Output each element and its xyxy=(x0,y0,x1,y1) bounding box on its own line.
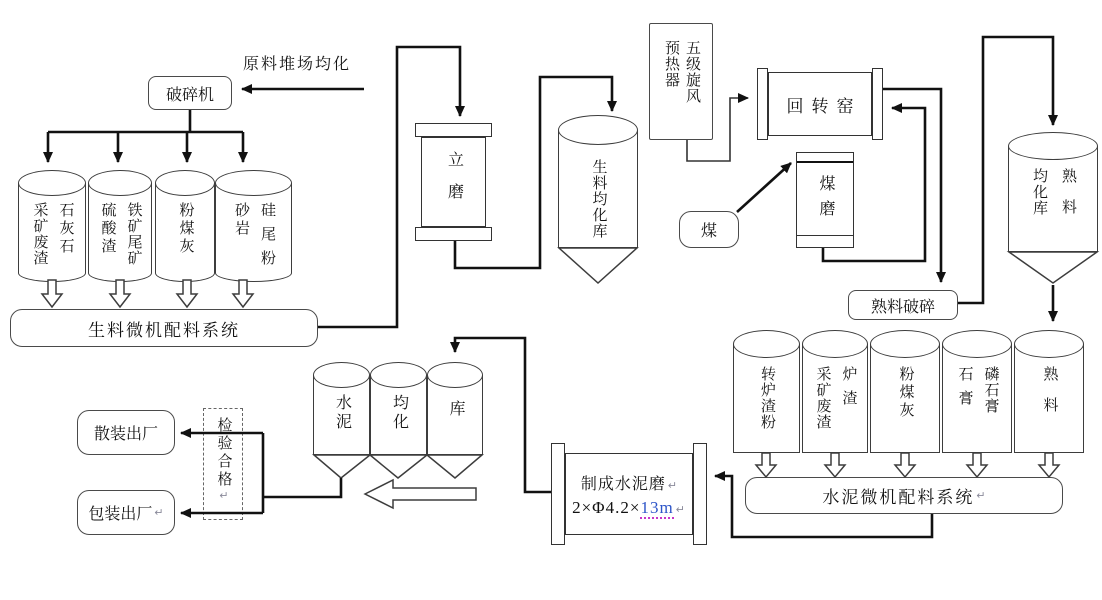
coal-mill-node xyxy=(796,152,854,248)
silo-top xyxy=(88,170,152,196)
silo-label: 采矿废渣 xyxy=(31,202,48,266)
silo-sulfate-slag-iron-tailings xyxy=(88,170,152,282)
coal-label: 煤 xyxy=(700,223,717,240)
silo-label: 粉煤灰 xyxy=(177,202,194,256)
silo-top xyxy=(313,362,370,388)
bulk-shipping-node xyxy=(77,410,175,455)
cement-silo-hopper xyxy=(427,455,482,478)
crusher-label: 破碎机 xyxy=(165,86,214,104)
preheater-label-left: 预热器 xyxy=(663,40,679,88)
hollow-arrow-down xyxy=(825,453,845,477)
silo-top xyxy=(1014,330,1084,358)
silo-label: 磷石膏 xyxy=(982,366,999,414)
silo-limestone-mining-waste xyxy=(18,170,86,282)
raw-batching-system-node xyxy=(10,309,318,347)
silo-label: 石膏 xyxy=(956,366,973,414)
return-mark: ↵ xyxy=(976,490,986,502)
silo-gypsum-phosphogypsum xyxy=(942,330,1012,453)
silo-label: 熟料 xyxy=(1041,366,1058,428)
cement-mill-label: 制成水泥磨 xyxy=(580,475,666,493)
raw-meal-silo-label: 生料均化库 xyxy=(590,159,607,239)
preheater-label-right: 五级旋风 xyxy=(684,40,700,104)
cement-mill-spec-size: 13m xyxy=(640,497,674,517)
inspection-node xyxy=(203,408,243,520)
return-mark: ↵ xyxy=(667,479,678,492)
hollow-arrow-down xyxy=(967,453,987,477)
kiln-flange-right xyxy=(872,68,883,140)
packed-shipping-node xyxy=(77,490,175,535)
clinker-silo-hopper xyxy=(1009,252,1097,283)
kiln-flange-left xyxy=(757,68,768,140)
silo-top xyxy=(18,170,86,196)
cement-silo-label: 均化 xyxy=(390,394,408,432)
inspection-label: 检验合格 xyxy=(215,417,232,489)
cement-silo-3 xyxy=(427,362,483,455)
silo-top xyxy=(427,362,483,388)
return-mark: ↵ xyxy=(219,490,229,502)
silo-label: 铁矿尾矿 xyxy=(125,202,142,266)
silo-top xyxy=(1008,132,1098,160)
silo-sandstone-silica-powder xyxy=(215,170,292,282)
clinker-crusher-node xyxy=(848,290,958,320)
silo-mining-waste-furnace-slag xyxy=(802,330,868,453)
cement-mill-node xyxy=(551,443,707,545)
silo-top xyxy=(942,330,1012,358)
cement-silo-hopper xyxy=(314,455,370,478)
hollow-arrow-down xyxy=(895,453,915,477)
flow-crusher-bus xyxy=(48,110,243,132)
silo-label: 粉煤灰 xyxy=(897,366,914,420)
hollow-arrow-down xyxy=(42,280,62,307)
clinker-silo-label-right: 熟料 xyxy=(1060,168,1076,230)
mill-flange-bottom xyxy=(415,227,492,241)
silo-top xyxy=(558,115,638,145)
coal-node xyxy=(679,211,739,248)
coal-mill-top-band xyxy=(797,152,853,163)
cement-silo-2 xyxy=(370,362,427,455)
silo-label: 采矿废渣 xyxy=(814,366,831,430)
raw-batching-system-label: 生料微机配料系统 xyxy=(88,320,240,340)
vertical-mill-node xyxy=(415,123,492,241)
silo-top xyxy=(870,330,940,358)
silo-top xyxy=(215,170,292,196)
silo-fly-ash-2 xyxy=(870,330,940,453)
raw-meal-silo-node xyxy=(558,115,638,248)
clinker-crusher-label: 熟料破碎 xyxy=(870,298,935,316)
cement-mill-flange-right xyxy=(693,443,707,545)
crusher-node xyxy=(148,76,232,110)
coal-mill-label: 煤磨 xyxy=(817,175,834,225)
flow-coal-to-coal-mill xyxy=(737,163,791,212)
hollow-arrow-down xyxy=(233,280,253,307)
silo-top xyxy=(155,170,215,196)
silo-label: 硅尾粉 xyxy=(259,202,275,274)
clinker-silo-label-left: 均化库 xyxy=(1031,168,1047,216)
hollow-arrow-left xyxy=(365,480,476,508)
silo-fly-ash xyxy=(155,170,215,282)
cement-batching-system-label: 水泥微机配料系统 xyxy=(822,488,975,507)
stockpile-label: 原料堆场均化 xyxy=(243,56,352,73)
silo-label: 炉渣 xyxy=(840,366,857,414)
hollow-arrow-down xyxy=(177,280,197,307)
silo-label: 石灰石 xyxy=(57,202,74,256)
silo-label: 硫酸渣 xyxy=(99,202,116,256)
cement-batching-system-node xyxy=(745,477,1063,514)
vertical-mill-label: 立磨 xyxy=(445,151,463,215)
silo-clinker xyxy=(1014,330,1084,453)
packed-shipping-label: 包装出厂 xyxy=(88,506,153,523)
silo-top xyxy=(370,362,427,388)
flow-kiln-to-clinker-crusher xyxy=(883,89,941,282)
rotary-kiln-label: 回转窑 xyxy=(786,96,862,116)
bulk-shipping-label: 散装出厂 xyxy=(93,426,158,443)
rotary-kiln-node xyxy=(757,68,883,140)
cement-mill-spec: 2×Φ4.2× xyxy=(572,497,641,517)
preheater-node xyxy=(649,23,713,140)
hollow-arrow-down xyxy=(756,453,776,477)
silo-label: 转炉渣粉 xyxy=(759,366,775,430)
cement-silo-label: 库 xyxy=(447,400,464,419)
return-mark: ↵ xyxy=(154,507,164,519)
hollow-arrow-down xyxy=(1039,453,1059,477)
raw-meal-silo-hopper xyxy=(559,248,637,283)
coal-mill-bottom-band xyxy=(797,235,853,247)
clinker-silo-node xyxy=(1008,132,1098,252)
hollow-arrow-down xyxy=(110,280,130,307)
cement-silo-label: 水泥 xyxy=(333,394,351,432)
silo-converter-slag-powder xyxy=(733,330,800,453)
silo-top xyxy=(802,330,868,358)
return-mark: ↵ xyxy=(675,503,686,516)
silo-label: 砂岩 xyxy=(233,202,249,238)
silo-top xyxy=(733,330,800,358)
cement-silo-hopper xyxy=(370,455,427,478)
cement-mill-flange-left xyxy=(551,443,565,545)
mill-flange-top xyxy=(415,123,492,137)
cement-silo-1 xyxy=(313,362,370,455)
